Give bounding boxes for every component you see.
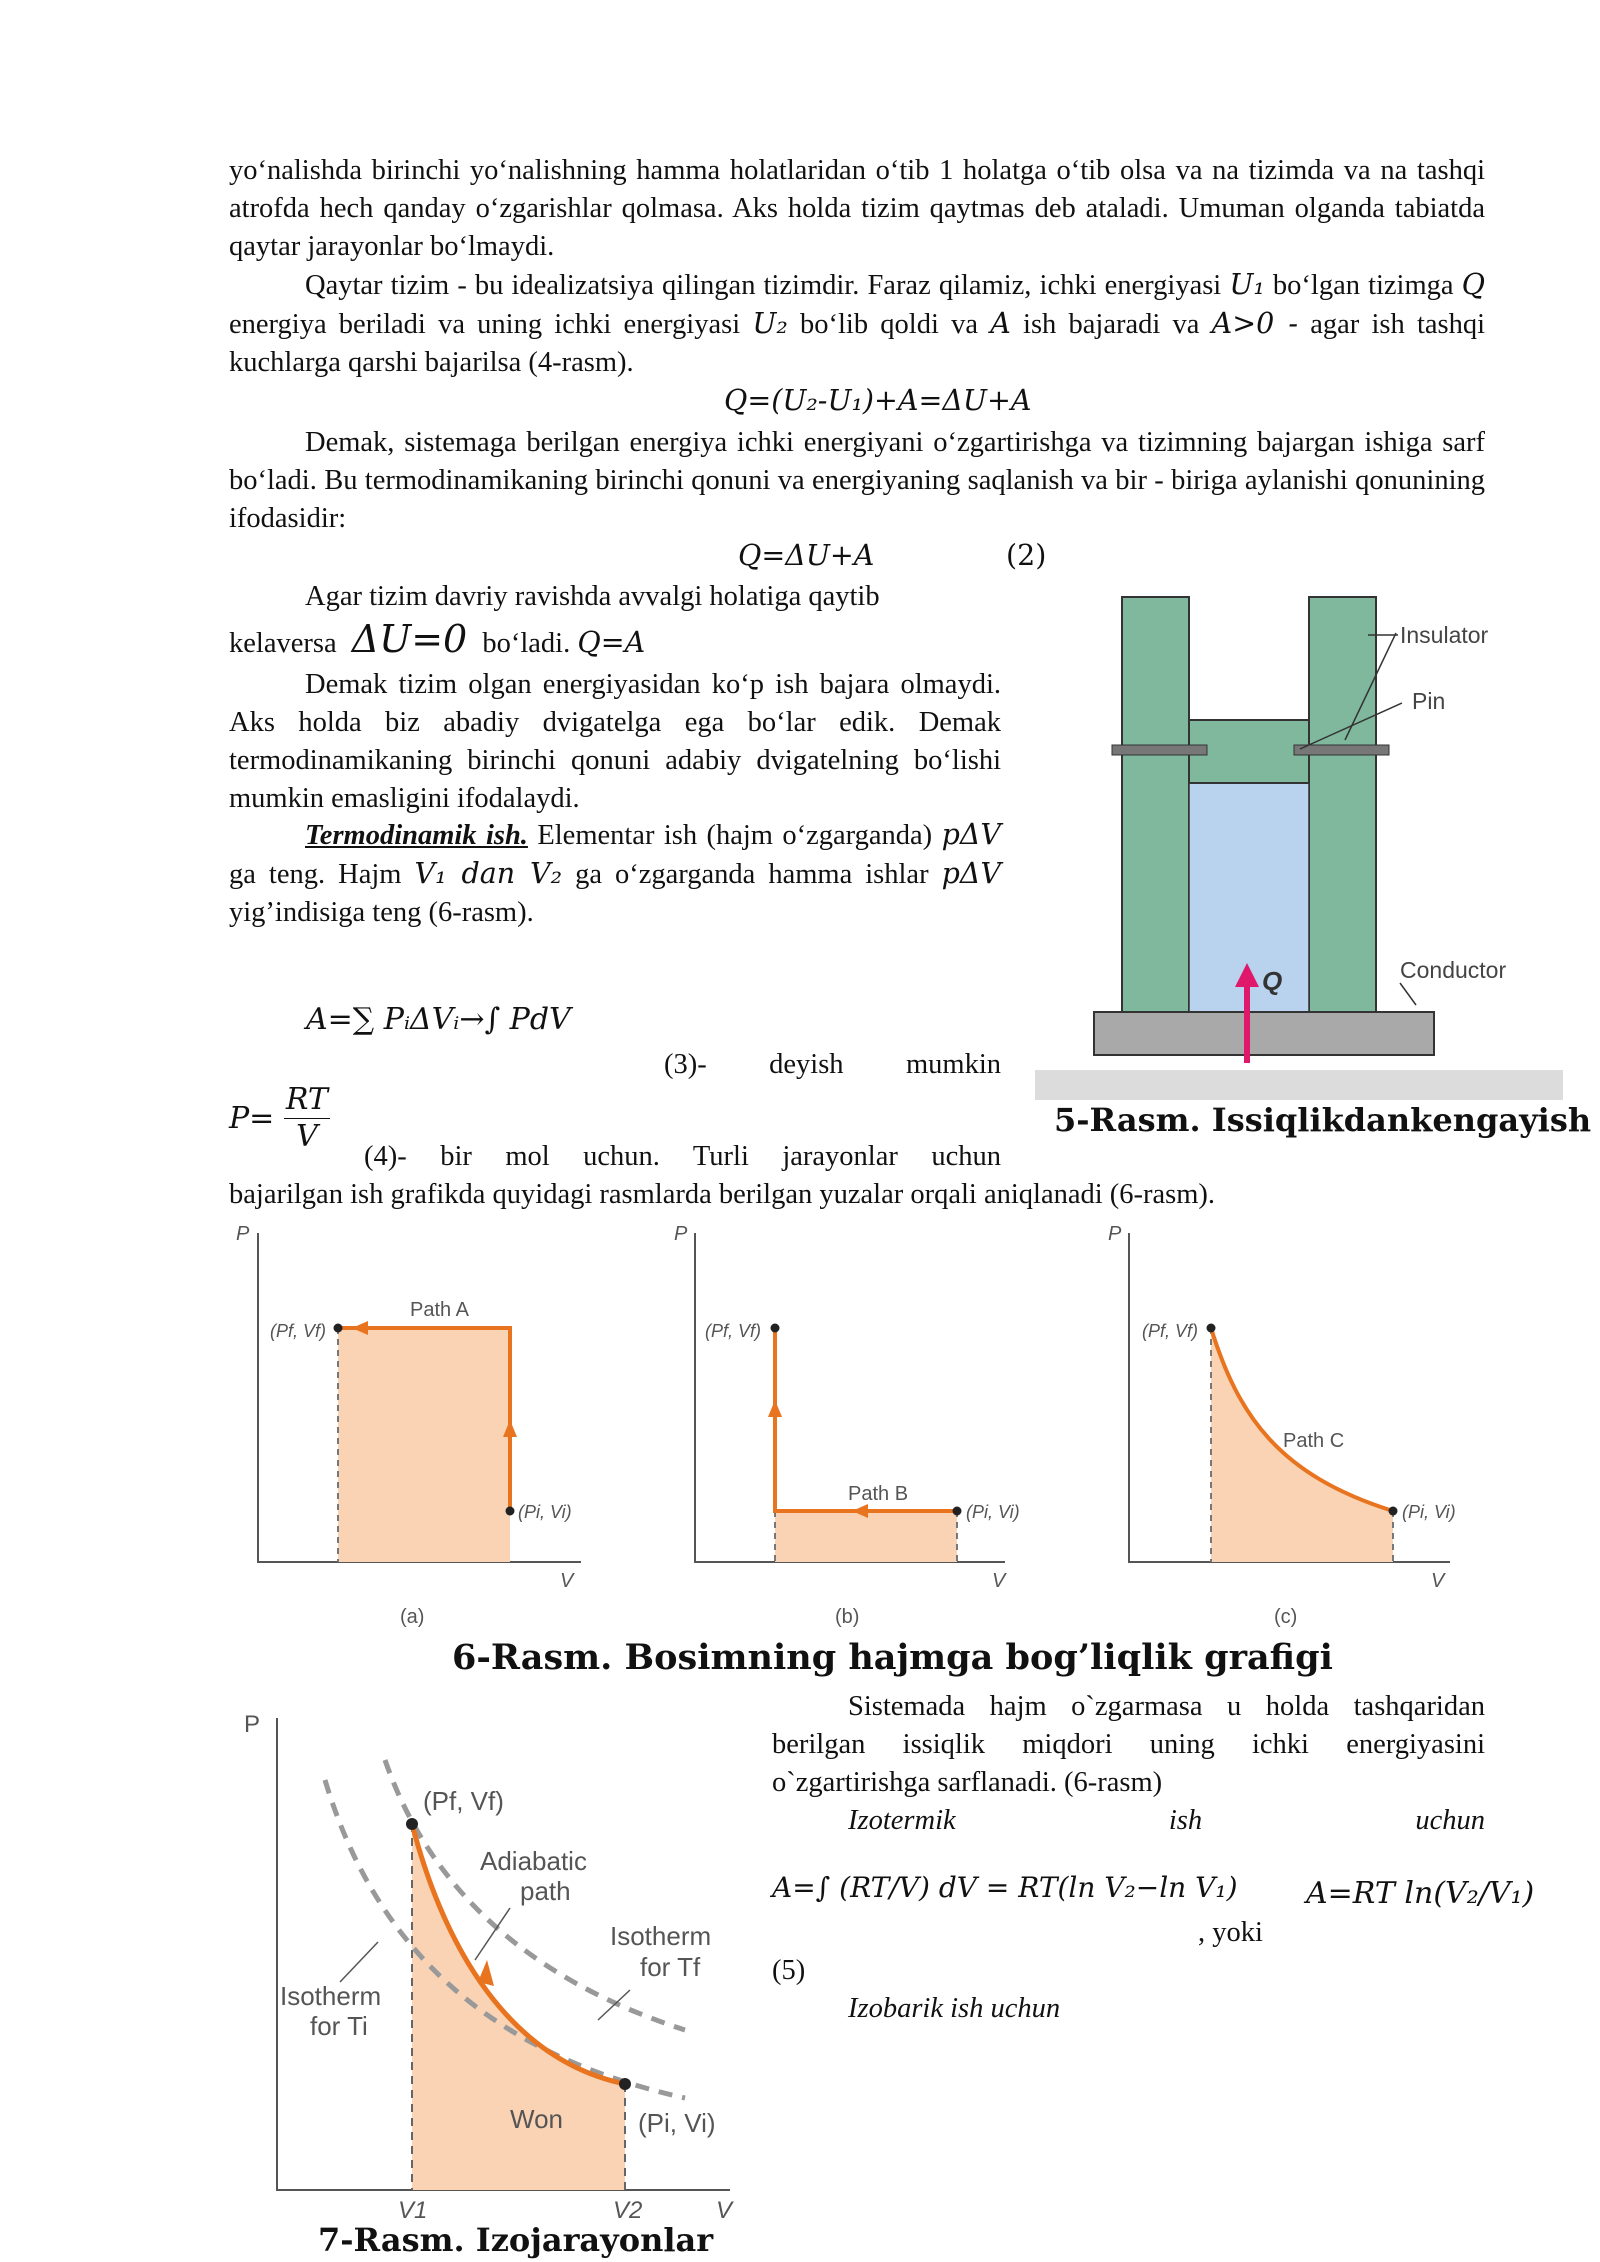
svg-text:(b): (b) bbox=[835, 1606, 860, 1628]
svg-text:Isotherm: Isotherm bbox=[280, 1981, 382, 2011]
svg-text:(Pf, Vf): (Pf, Vf) bbox=[705, 1321, 762, 1341]
work-area bbox=[412, 1824, 625, 2190]
figure-5-caption: 5-Rasm. Issiqlikdankengayish bbox=[1054, 1101, 1592, 1139]
label-pin: Pin bbox=[1412, 688, 1446, 714]
figure-6-caption: 6-Rasm. Bosimning hajmga bog’liqlik grafigi bbox=[452, 1637, 1333, 1678]
equation-2: Q=ΔU+A bbox=[738, 539, 875, 572]
svg-text:V1: V1 bbox=[398, 2197, 428, 2224]
figure-6-plots bbox=[228, 1215, 1528, 1640]
paragraph-2: Qaytar tizim - bu idealizatsiya qilingan tizimdir. Faraz qilamiz, ichki energiyasi U₁ bo‘lgan tizimga Q energiya beriladi va uning ichki energiyasi U₂ bo‘lib qoldi va A ish bajaradi va A>0 - agar ish tashqi kuchlarga qarshi bajarilsa (4-rasm). bbox=[229, 268, 1486, 378]
label-q: Q bbox=[1262, 966, 1283, 996]
svg-text:(Pf, Vf): (Pf, Vf) bbox=[270, 1321, 327, 1341]
svg-text:(Pi, Vi): (Pi, Vi) bbox=[638, 2108, 716, 2138]
label-insulator: Insulator bbox=[1400, 622, 1489, 648]
panel-a bbox=[236, 1223, 581, 1628]
svg-text:(c): (c) bbox=[1274, 1606, 1298, 1628]
svg-text:Adiabatic: Adiabatic bbox=[480, 1846, 587, 1876]
paragraph-4: Agar tizim davriy ravishda avvalgi holatiga qaytib bbox=[305, 581, 880, 612]
figure-7-caption: 7-Rasm. Izojarayonlar bbox=[318, 2221, 714, 2259]
area-a bbox=[338, 1328, 510, 1562]
paragraph-4-line2: kelaversa ΔU=0 bo‘ladi. Q=A bbox=[229, 617, 646, 661]
paragraph-11: Izobarik ish uchun bbox=[848, 1993, 1061, 2024]
svg-text:V: V bbox=[1431, 1570, 1445, 1592]
svg-text:for Tf: for Tf bbox=[640, 1952, 701, 1982]
panel-b bbox=[674, 1223, 1020, 1628]
pin-left bbox=[1112, 745, 1207, 755]
figure-5-diagram bbox=[1030, 585, 1565, 1105]
paragraph-8: (4)- bir mol uchun. Turli jarayonlar uchun bbox=[364, 1141, 1001, 1172]
svg-text:Path B: Path B bbox=[848, 1483, 909, 1505]
paragraph-8-line2: bajarilgan ish grafikda quyidagi rasmlarda berilgan yuzalar orqali aniqlanadi (6-rasm). bbox=[229, 1179, 1216, 1210]
equation-2-number: (2) bbox=[1006, 539, 1047, 572]
pin-right bbox=[1294, 745, 1389, 755]
term-thermodynamic-work: Termodinamik ish. bbox=[305, 820, 528, 851]
label-conductor: Conductor bbox=[1400, 957, 1507, 983]
paragraph-5: Demak tizim olgan energiyasidan ko‘p ish bajara olmaydi. Aks holda biz abadiy dvigatelga ega bo‘lar edik. Demak termodinamikaning birinchi qonuni adabiy dvigatelning bo‘lishi mumkin emasligini ifodalaydi. bbox=[229, 669, 1001, 814]
area-b bbox=[775, 1511, 957, 1562]
svg-text:Isotherm: Isotherm bbox=[610, 1921, 712, 1951]
svg-text:(Pf, Vf): (Pf, Vf) bbox=[1142, 1321, 1199, 1341]
equation-5-number: (5) bbox=[772, 1955, 806, 1986]
svg-text:(Pi, Vi): (Pi, Vi) bbox=[518, 1502, 572, 1522]
conductor-base bbox=[1094, 1012, 1434, 1055]
equation-1: Q=(U₂-U₁)+A=ΔU+A bbox=[724, 384, 1032, 417]
svg-text:path: path bbox=[520, 1876, 571, 1906]
panel-c bbox=[1108, 1223, 1456, 1628]
svg-text:Path C: Path C bbox=[1283, 1430, 1345, 1452]
svg-text:Path A: Path A bbox=[410, 1299, 469, 1321]
right-cylinder-wall bbox=[1309, 597, 1376, 1017]
svg-text:P: P bbox=[236, 1223, 250, 1245]
svg-text:V: V bbox=[560, 1570, 574, 1592]
paragraph-9: Sistemada hajm o`zgarmasa u holda tashqaridan berilgan issiqlik miqdori uning ichki energiyasini o`zgartirishga sarflanadi. (6-rasm) bbox=[772, 1691, 1485, 1798]
paragraph-3: Demak, sistemaga berilgan energiya ichki energiyani o‘zgartirishga va tizimning bajargan ishiga sarf bo‘ladi. Bu termodinamikaning birinchi qonuni va energiyaning saqlanish va bir - biriga aylanishi qonunining ifodasidir: bbox=[229, 427, 1485, 534]
paragraph-7: (3)- deyish mumkin bbox=[664, 1049, 1001, 1080]
paragraph-6: Termodinamik ish. Elementar ish (hajm o‘zgarganda) pΔV ga teng. Hajm V₁ dan V₂ ga o‘zgarganda hamma ishlar pΔV yig’indisiga teng (6-rasm). bbox=[229, 818, 1002, 928]
svg-text:P: P bbox=[244, 1711, 261, 1738]
equation-3: A=∑ PᵢΔVᵢ→∫ PdV bbox=[306, 1002, 571, 1037]
left-cylinder-wall bbox=[1122, 597, 1189, 1017]
svg-text:P: P bbox=[1108, 1223, 1122, 1245]
equation-4: P= $\frac{RT}{V}$ bbox=[229, 1082, 328, 1154]
svg-text:V: V bbox=[992, 1570, 1006, 1592]
svg-text:(Pi, Vi): (Pi, Vi) bbox=[1402, 1502, 1456, 1522]
figure-7-diagram bbox=[230, 1700, 770, 2245]
svg-text:Won: Won bbox=[510, 2104, 563, 2134]
svg-text:(Pi, Vi): (Pi, Vi) bbox=[966, 1502, 1020, 1522]
equation-5-yoki: , yoki bbox=[1198, 1917, 1263, 1948]
equation-5b: A=RT ln(V₂/V₁) bbox=[1306, 1876, 1535, 1911]
svg-text:V2: V2 bbox=[613, 2197, 643, 2224]
svg-text:for Ti: for Ti bbox=[310, 2011, 368, 2041]
svg-text:P: P bbox=[674, 1223, 688, 1245]
svg-text:V: V bbox=[716, 2197, 733, 2224]
svg-text:(a): (a) bbox=[400, 1606, 425, 1628]
equation-5: A=∫ (RT/V) dV = RT(ln V₂−ln V₁) bbox=[772, 1871, 1238, 1904]
floor-shadow bbox=[1035, 1070, 1563, 1100]
svg-text:(Pf, Vf): (Pf, Vf) bbox=[423, 1786, 504, 1816]
paragraph-10: Izotermik ish uchun bbox=[848, 1805, 1485, 1836]
paragraph-1: yo‘nalishda birinchi yo‘nalishning hamma holatlaridan o‘tib 1 holatga o‘tib olsa va na tizimda va na tashqi atrofda hech qanday o‘zgarishlar qolmasa. Aks holda tizim qaytmas deb ataladi. Umuman olganda tabiatda qaytar jarayonlar bo‘lmaydi. bbox=[229, 155, 1485, 262]
